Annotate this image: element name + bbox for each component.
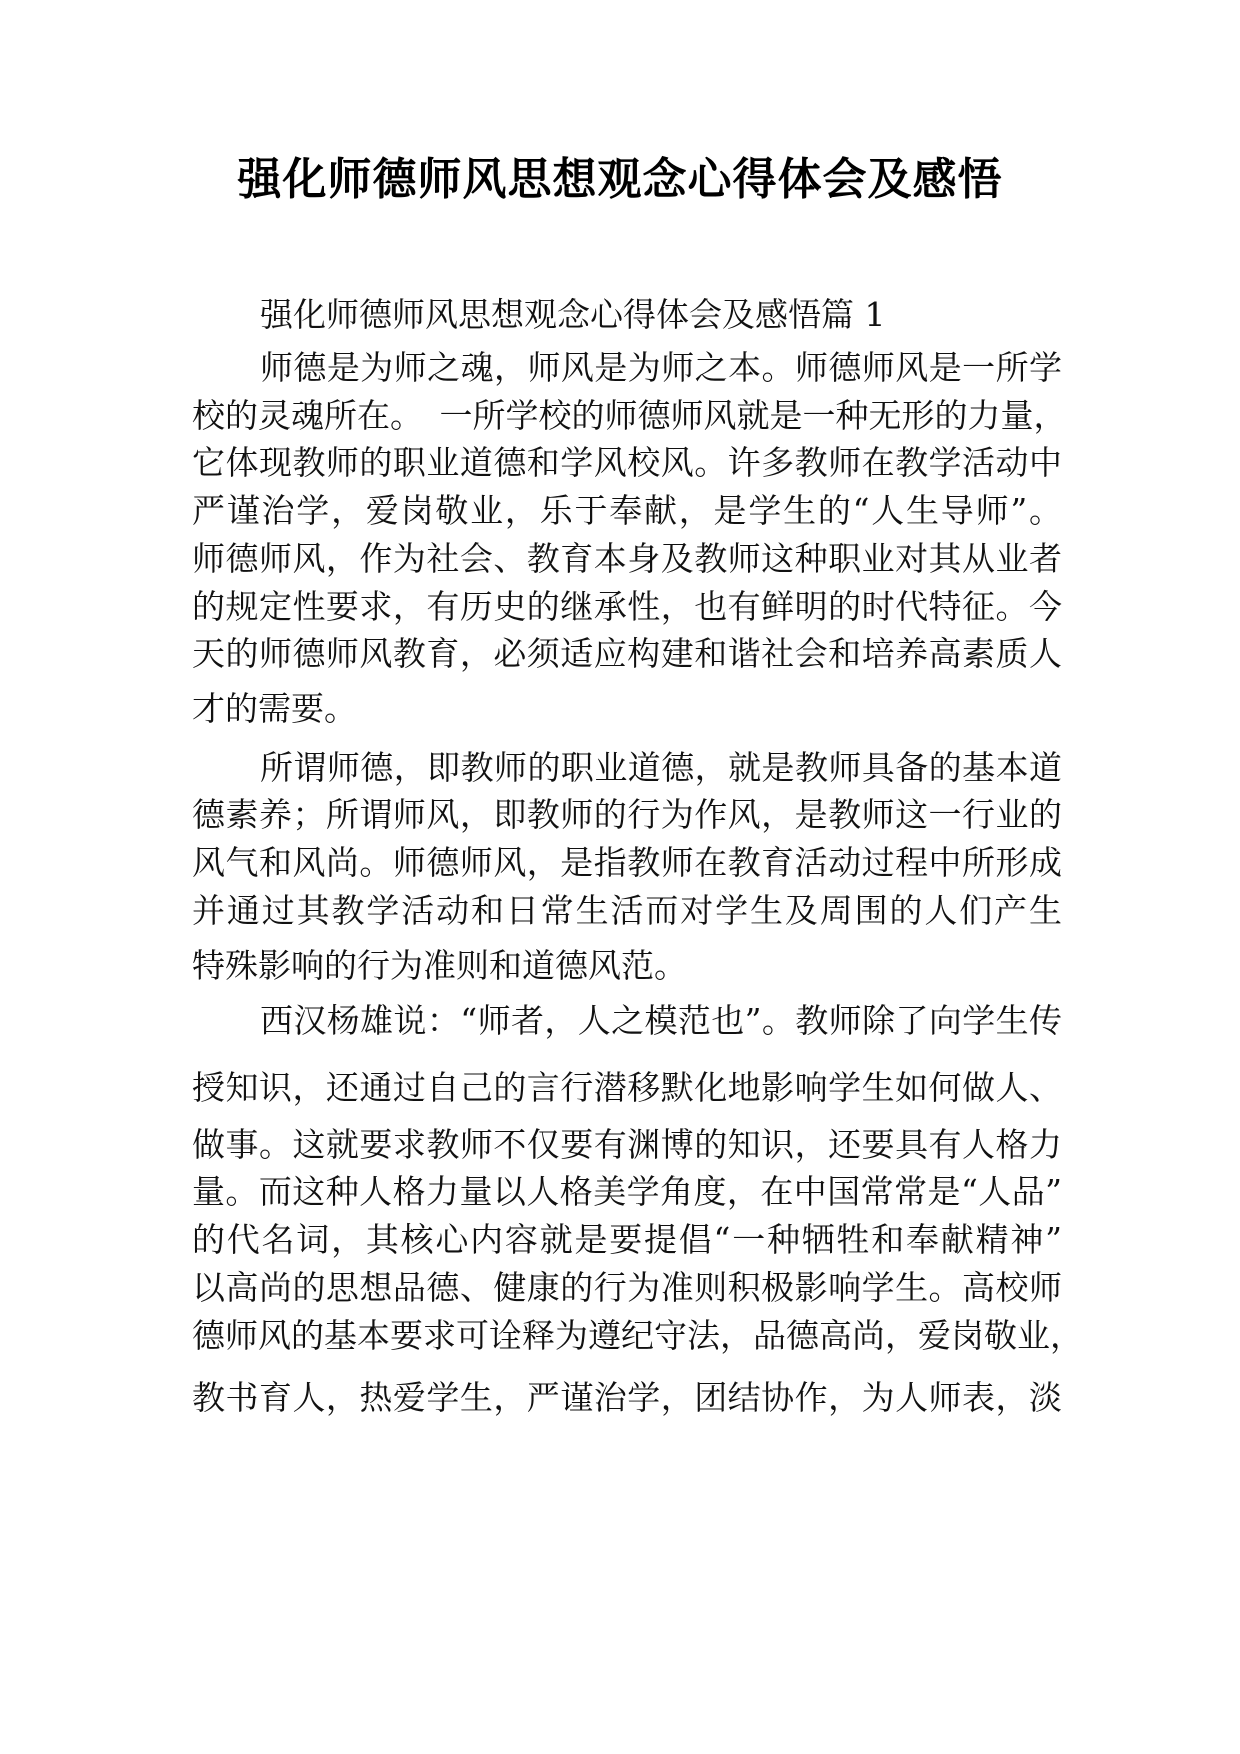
document-title: 强化师德师风思想观念心得体会及感悟	[237, 154, 1003, 205]
text-line: 风气和风尚。师德师风，是指教师在教育活动过程中所形成	[192, 843, 1062, 882]
text-line: 天的师德师风教育，必须适应构建和谐社会和培养高素质人	[192, 634, 1062, 673]
text-line: 德师风的基本要求可诠释为遵纪守法，品德高尚，爱岗敬业，	[192, 1316, 1083, 1355]
text-line: 授知识，还通过自己的言行潜移默化地影响学生如何做人、	[192, 1068, 1062, 1107]
text-line: 的规定性要求，有历史的继承性，也有鲜明的时代特征。今	[192, 587, 1062, 626]
text-line: 所谓师德，即教师的职业道德，就是教师具备的基本道	[260, 748, 1062, 787]
text-line: 师德是为师之魂，师风是为师之本。师德师风是一所学	[260, 348, 1062, 387]
text-line: 严谨治学，爱岗敬业，乐于奉献，是学生的“人生导师”。	[192, 491, 1062, 530]
section-heading: 强化师德师风思想观念心得体会及感悟篇 1	[260, 295, 886, 334]
text-line: 量。而这种人格力量以人格美学角度，在中国常常是“人品”	[192, 1172, 1062, 1211]
text-line: 校的灵魂所在。 一所学校的师德师风就是一种无形的力量，	[192, 396, 1067, 435]
text-line: 做事。这就要求教师不仅要有渊博的知识，还要具有人格力	[192, 1125, 1062, 1164]
text-line: 的代名词，其核心内容就是要提倡“一种牺牲和奉献精神”	[192, 1220, 1062, 1259]
text-line: 以高尚的思想品德、健康的行为准则积极影响学生。高校师	[192, 1268, 1062, 1307]
text-line: 西汉杨雄说：“师者，人之模范也”。教师除了向学生传	[260, 1001, 1062, 1040]
text-line: 师德师风，作为社会、教育本身及教师这种职业对其从业者	[192, 539, 1062, 578]
text-line: 教书育人，热爱学生，严谨治学，团结协作，为人师表，淡	[192, 1378, 1062, 1417]
text-line: 才的需要。	[192, 689, 357, 728]
text-line: 它体现教师的职业道德和学风校风。许多教师在教学活动中	[192, 443, 1062, 482]
text-line: 特殊影响的行为准则和道德风范。	[192, 946, 687, 985]
text-line: 并通过其教学活动和日常生活而对学生及周围的人们产生	[192, 891, 1062, 930]
text-line: 德素养；所谓师风，即教师的行为作风，是教师这一行业的	[192, 795, 1062, 834]
